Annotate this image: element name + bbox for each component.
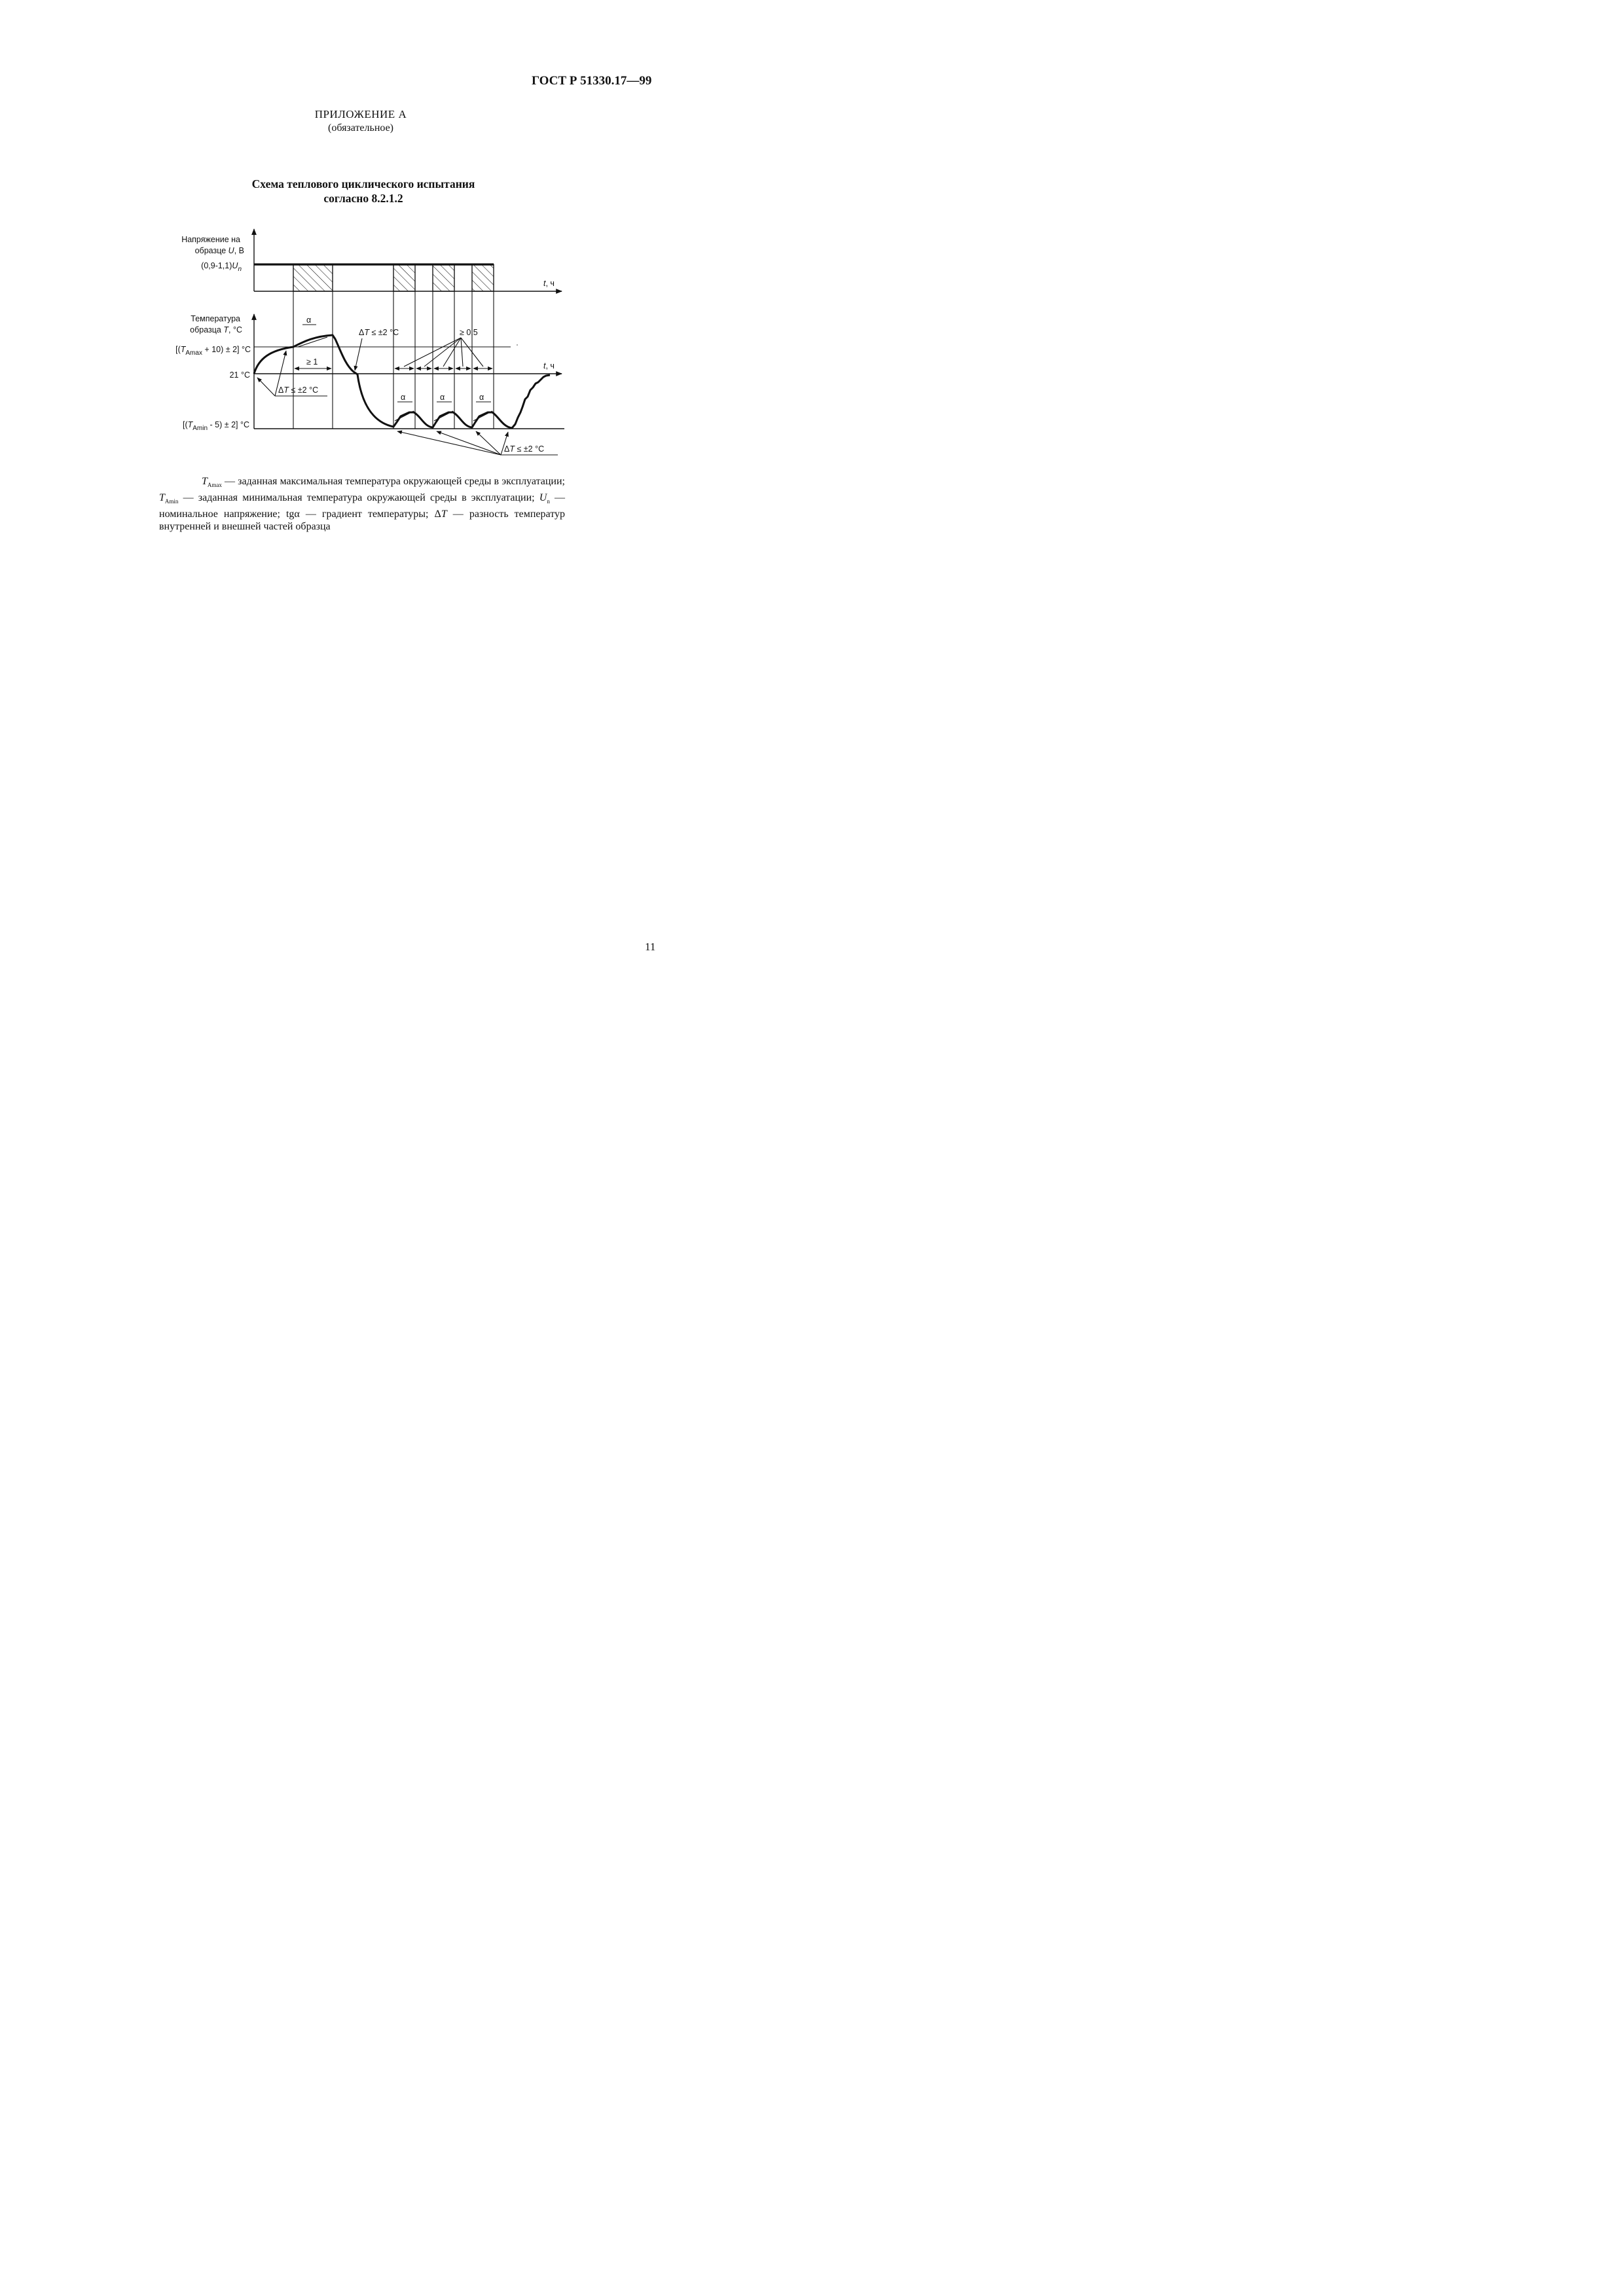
alpha-label: α (479, 393, 484, 402)
temperature-axis-label-line-2: образца T, °C (190, 325, 242, 334)
alpha-label: α (440, 393, 445, 402)
delta-t-label-bottom: ΔT ≤ ±2 °C (504, 444, 545, 454)
legend-paragraph: $T_{Amax}$ — заданная максимальная температура окружающей среды в эксплуатации; $T_{Amin}$ — заданная минимальная температура окружающей среды в эксплуатации; $U_n$ — номинальное напряжение; tgα — градиент температуры; ΔT — разность температур внутренней и внешней частей образца (159, 476, 566, 533)
gradient-markers (298, 325, 492, 421)
alpha-label: α (306, 315, 312, 325)
delta-t-pointer (257, 378, 275, 396)
delta-t-label-left: ΔT ≤ ±2 °C (278, 386, 319, 395)
temperature-curve (254, 335, 550, 428)
temperature-axis-label-line-1: Температура (191, 314, 240, 323)
figure-title-line-1: Схема теплового циклического испытания (251, 177, 475, 190)
voltage-axis-label-line-2: образце U, В (194, 246, 244, 255)
page-number: 11 (645, 941, 656, 953)
alpha-label: α (401, 393, 406, 402)
tmin-level-label: $[(T_{Amin} - 5) \pm 2]$ °C (182, 420, 249, 432)
tmax-level-label: $[(T_{Amax} + 10) \pm 2]$ °C (175, 345, 251, 357)
time-axis-label-top: t, ч (543, 279, 555, 288)
ambient-level-label: 21 °C (229, 370, 250, 380)
temperature-panel (175, 314, 564, 455)
voltage-on-block (393, 264, 415, 291)
voltage-on-block (472, 264, 494, 291)
voltage-axis-label-line-1: Напряжение на (181, 235, 240, 244)
delta-t-label-top: ΔT ≤ ±2 °C (359, 328, 399, 337)
voltage-on-block (293, 264, 333, 291)
figure-legend (159, 475, 565, 533)
delta-t-pointer (355, 338, 362, 370)
document-code: ГОСТ Р 51330.17—99 (532, 74, 652, 88)
figure-title-line-2: согласно 8.2.1.2 (323, 192, 403, 205)
appendix-title: ПРИЛОЖЕНИЕ А (314, 108, 407, 120)
voltage-level-label: $(0,9-1,1)U_n$ (201, 261, 242, 273)
hold-cycle-label: ≥ 0,5 (460, 328, 478, 337)
time-axis-label-bottom: t, ч (543, 361, 555, 370)
voltage-panel (181, 229, 562, 291)
appendix-status: (обязательное) (328, 122, 393, 134)
hold-cycle-dimensions (395, 338, 492, 368)
hold-high-label: ≥ 1 (306, 357, 318, 367)
voltage-on-block (433, 264, 454, 291)
delta-t-bottom-pointers (397, 431, 508, 455)
